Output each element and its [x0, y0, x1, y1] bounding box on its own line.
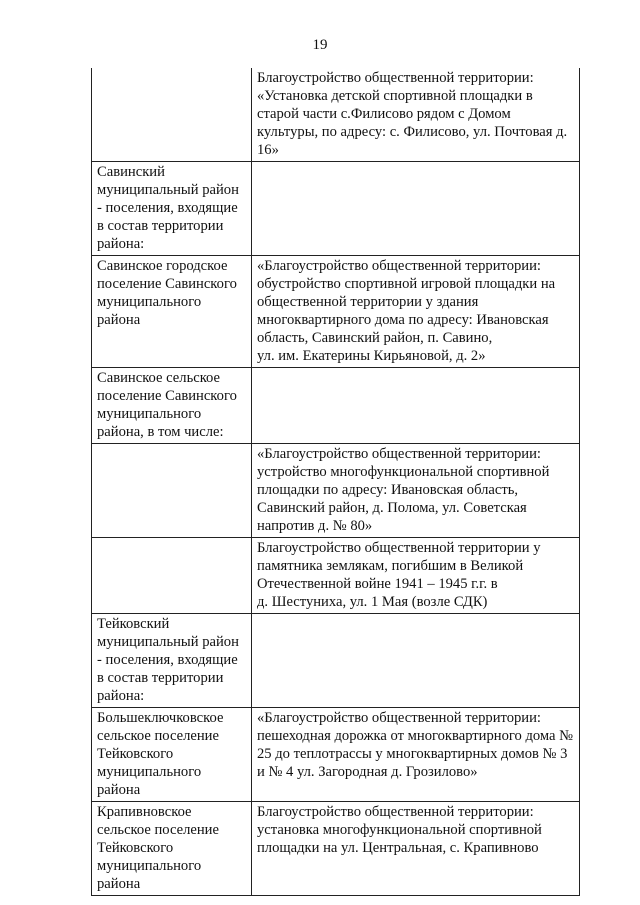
municipality-cell: [92, 68, 252, 162]
page-number: 19: [312, 37, 328, 53]
project-cell: «Благоустройство общественной территории: обустройство спортивной игровой площадки на общественной территории у здания многоквартирного дома по адресу: Ивановская область, Савинский район, п. Савино, ул. им. Екатерины Кирьяновой, д. 2»: [252, 256, 580, 368]
municipality-cell: [92, 444, 252, 538]
project-cell: [252, 162, 580, 256]
project-cell: Благоустройство общественной территории у памятника землякам, погибшим в Великой Отечественной войне 1941 – 1945 г.г. в д. Шестуниха, ул. 1 Мая (возле СДК): [252, 538, 580, 614]
municipality-cell: Тейковский муниципальный район - поселения, входящие в состав территории района:: [92, 614, 252, 708]
municipality-cell: Савинский муниципальный район - поселения, входящие в состав территории района:: [92, 162, 252, 256]
project-cell: Благоустройство общественной территории: «Установка детской спортивной площадки в старой части с.Филисово рядом с Домом культуры, по адресу: с. Филисово, ул. Почтовая д. 16»: [252, 68, 580, 162]
table-row: [92, 614, 580, 708]
table-row: [92, 68, 580, 162]
table-row: [92, 162, 580, 256]
table-row: [92, 538, 580, 614]
municipality-cell: [92, 538, 252, 614]
project-cell: [252, 614, 580, 708]
project-cell: «Благоустройство общественной территории: устройство многофункциональной спортивной площадки по адресу: Ивановская область, Савинский район, д. Полома, ул. Советская напротив д. № 80»: [252, 444, 580, 538]
table-row: [92, 444, 580, 538]
municipality-cell: Савинское городское поселение Савинского муниципального района: [92, 256, 252, 368]
municipality-cell: Большеключковское сельское поселение Тейковского муниципального района: [92, 708, 252, 802]
municipality-cell: Савинское сельское поселение Савинского муниципального района, в том числе:: [92, 368, 252, 444]
table-row: [92, 256, 580, 368]
project-cell: [252, 368, 580, 444]
project-cell: Благоустройство общественной территории: установка многофункциональной спортивной площадки на ул. Центральная, с. Крапивново: [252, 802, 580, 896]
municipality-cell: Крапивновское сельское поселение Тейковского муниципального района: [92, 802, 252, 896]
table-row: [92, 802, 580, 896]
table-row: [92, 368, 580, 444]
territories-table: [91, 68, 580, 896]
table-row: [92, 708, 580, 802]
project-cell: «Благоустройство общественной территории: пешеходная дорожка от многоквартирного дома № 25 до теплотрассы у многоквартирных домов № 3 и № 4 ул. Загородная д. Грозилово»: [252, 708, 580, 802]
